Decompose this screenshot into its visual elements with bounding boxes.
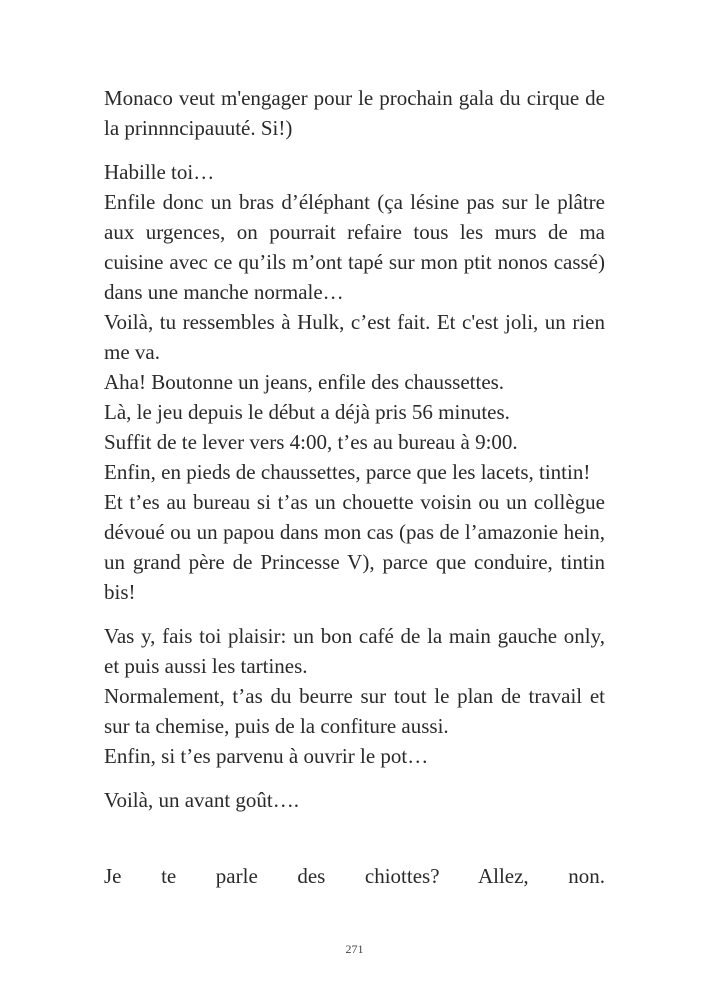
paragraph: Enfile donc un bras d’éléphant (ça lésine pas sur le plâtre aux urgences, on pourrait refaire tous les murs de ma cuisine avec ce qu’ils m’ont tapé sur mon ptit nonos cassé) dans une manche normale…	[104, 190, 605, 304]
paragraph: Monaco veut m'engager pour le prochain gala du cirque de la prinnncipauuté. Si!)	[104, 86, 605, 140]
paragraph: Je te parle des chiottes? Allez, non.	[104, 864, 605, 888]
page-number: 271	[345, 942, 364, 956]
paragraph: Enfin, si t’es parvenu à ouvrir le pot…	[104, 744, 429, 768]
paragraph: Habille toi…	[104, 160, 215, 184]
paragraph: Aha! Boutonne un jeans, enfile des chaussettes.	[104, 370, 505, 394]
body-text	[104, 83, 605, 891]
paragraph: Là, le jeu depuis le début a déjà pris 56 minutes.	[104, 400, 510, 424]
paragraph: Vas y, fais toi plaisir: un bon café de la main gauche only, et puis aussi les tartines.	[104, 624, 605, 678]
paragraph: Voilà, tu ressembles à Hulk, c’est fait. Et c'est joli, un rien me va.	[104, 310, 605, 364]
paragraph: Voilà, un avant goût….	[104, 788, 300, 812]
paragraph: Normalement, t’as du beurre sur tout le plan de travail et sur ta chemise, puis de la confiture aussi.	[104, 684, 605, 738]
paragraph: Suffit de te lever vers 4:00, t’es au bureau à 9:00.	[104, 430, 518, 454]
paragraph: Enfin, en pieds de chaussettes, parce que les lacets, tintin!	[104, 460, 591, 484]
paragraph: Et t’es au bureau si t’as un chouette voisin ou un collègue dévoué ou un papou dans mon cas (pas de l’amazonie hein, un grand père de Princesse V), parce que conduire, tintin bis!	[104, 490, 605, 604]
